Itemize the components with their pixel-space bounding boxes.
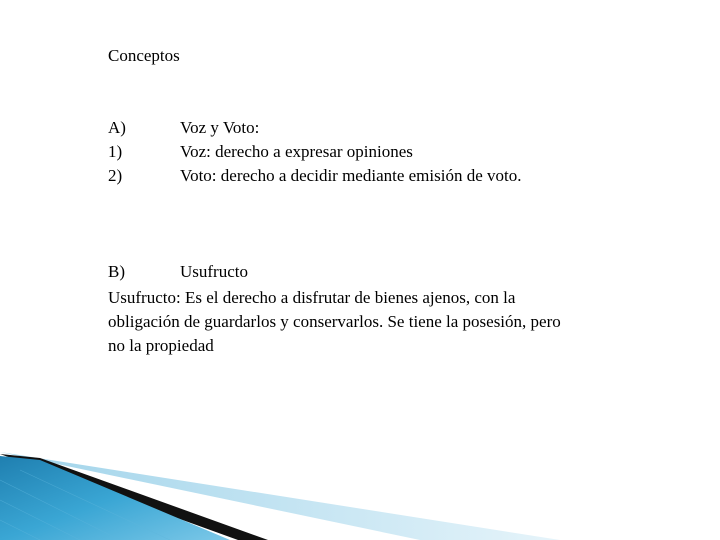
list-text: Voz y Voto:: [180, 118, 260, 137]
paragraph-line: Usufructo: Es el derecho a disfrutar de bienes ajenos, con la: [108, 288, 516, 307]
definition-paragraph: [108, 286, 668, 358]
list-text: Voto: derecho a decidir mediante emisión de voto.: [180, 166, 522, 185]
section-heading: Usufructo: [180, 262, 248, 281]
blue-swoosh: [0, 456, 230, 540]
slide-title: Conceptos: [108, 46, 180, 65]
list-text: Voz: derecho a expresar opiniones: [180, 142, 413, 161]
list-marker: 2): [108, 166, 123, 185]
list-marker: B): [108, 262, 125, 281]
paragraph-line: no la propiedad: [108, 336, 214, 355]
paragraph-line: obligación de guardarlos y conservarlos. Se tiene la posesión, pero: [108, 312, 561, 331]
corner-decoration: [0, 440, 720, 540]
list-marker: A): [108, 118, 126, 137]
list-marker: 1): [108, 142, 123, 161]
